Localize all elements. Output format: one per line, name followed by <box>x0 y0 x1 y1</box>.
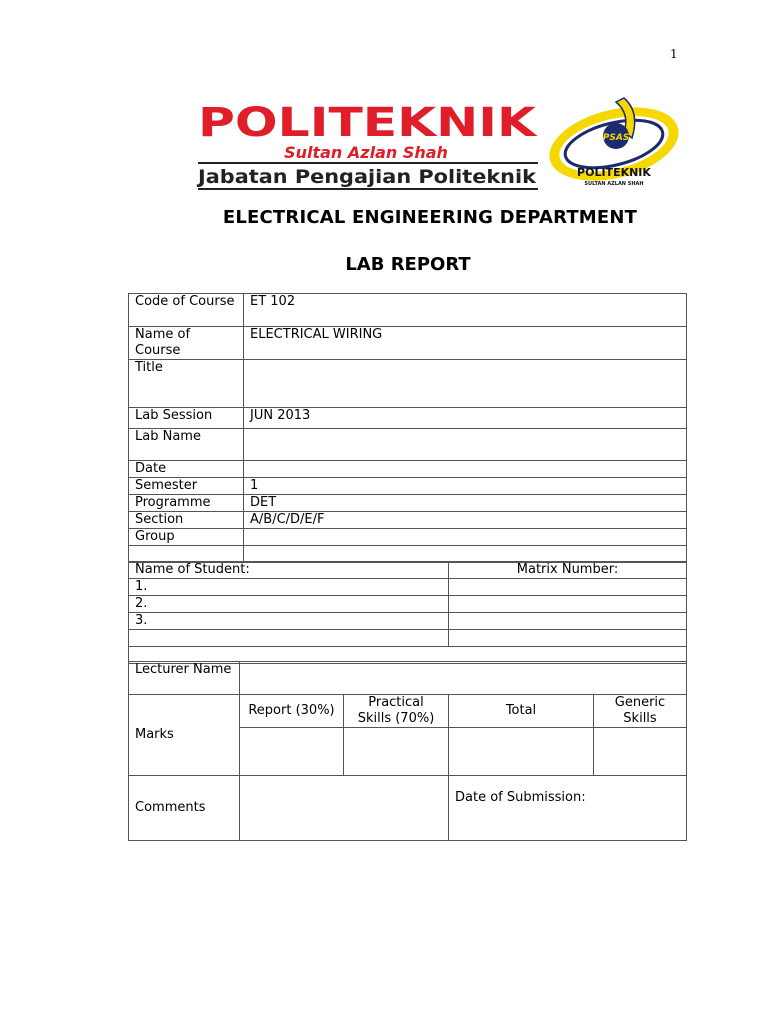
student-name-header: Name of Student: <box>129 562 449 579</box>
department-heading: ELECTRICAL ENGINEERING DEPARTMENT <box>222 207 638 228</box>
svg-text:POLITEKNIK: POLITEKNIK <box>198 100 539 146</box>
info-label: Group <box>129 529 244 546</box>
info-row-name <box>129 327 687 360</box>
info-row-title <box>129 360 687 408</box>
info-label: Section <box>129 512 244 529</box>
matrix-number-header: Matrix Number: <box>449 562 687 579</box>
info-label: Semester <box>129 478 244 495</box>
matrix-number-cell <box>449 596 687 613</box>
lecturer-name-value <box>240 662 687 695</box>
info-row-lab-session <box>129 408 687 429</box>
student-row <box>129 613 687 630</box>
student-row <box>129 596 687 613</box>
report-mark-cell <box>240 728 344 776</box>
student-row <box>129 579 687 596</box>
student-name-cell: 3. <box>129 613 449 630</box>
svg-text:PSAS: PSAS <box>602 133 630 143</box>
marks-label: Marks <box>129 695 240 776</box>
info-label: Programme <box>129 495 244 512</box>
generic-skills-mark-cell <box>594 728 687 776</box>
svg-text:Jabatan Pengajian Politeknik: Jabatan Pengajian Politeknik <box>196 166 537 188</box>
lecturer-row <box>129 662 687 695</box>
student-name-cell: 1. <box>129 579 449 596</box>
info-label: Date <box>129 461 244 478</box>
info-row-blank <box>129 546 687 563</box>
page-number: 1 <box>670 47 678 61</box>
psas-emblem-logo <box>544 92 686 192</box>
info-label: Code of Course <box>129 294 244 327</box>
info-value: A/B/C/D/E/F <box>244 512 687 529</box>
student-name-cell: 2. <box>129 596 449 613</box>
matrix-number-cell <box>449 613 687 630</box>
comments-value <box>240 776 449 841</box>
info-label: Lab Session <box>129 408 244 429</box>
total-mark-cell <box>449 728 594 776</box>
report-column-header: Report (30%) <box>240 695 344 728</box>
info-row-programme <box>129 495 687 512</box>
info-label: Name of Course <box>129 327 244 360</box>
lecturer-name-label: Lecturer Name <box>129 662 240 695</box>
info-row-group <box>129 529 687 546</box>
info-row-code <box>129 294 687 327</box>
matrix-number-cell <box>449 579 687 596</box>
student-name-cell <box>129 630 449 647</box>
info-row-semester <box>129 478 687 495</box>
info-value <box>244 429 687 461</box>
student-header-row <box>129 562 687 579</box>
info-value <box>244 360 687 408</box>
info-row-lab-name <box>129 429 687 461</box>
info-value: ELECTRICAL WIRING <box>244 327 687 360</box>
info-value: ET 102 <box>244 294 687 327</box>
info-label: Lab Name <box>129 429 244 461</box>
info-label <box>129 546 244 563</box>
student-table <box>128 561 687 664</box>
info-value <box>244 546 687 563</box>
assessment-table <box>128 661 687 841</box>
date-of-submission-label: Date of Submission: <box>449 776 687 841</box>
info-label: Title <box>129 360 244 408</box>
svg-text:POLITEKNIK: POLITEKNIK <box>577 166 651 179</box>
info-row-date <box>129 461 687 478</box>
course-info-table <box>128 293 687 563</box>
info-value: JUN 2013 <box>244 408 687 429</box>
student-row-blank <box>129 630 687 647</box>
comments-row <box>129 776 687 841</box>
svg-text:SULTAN AZLAN SHAH: SULTAN AZLAN SHAH <box>584 181 644 187</box>
total-column-header: Total <box>449 695 594 728</box>
svg-text:Sultan Azlan Shah: Sultan Azlan Shah <box>284 143 448 162</box>
header-logo <box>196 92 688 192</box>
info-value: 1 <box>244 478 687 495</box>
practical-column-header: Practical Skills (70%) <box>344 695 449 728</box>
matrix-number-cell <box>449 630 687 647</box>
practical-mark-cell <box>344 728 449 776</box>
report-heading: LAB REPORT <box>345 254 471 275</box>
info-value <box>244 461 687 478</box>
info-value: DET <box>244 495 687 512</box>
comments-label: Comments <box>129 776 240 841</box>
politeknik-wordmark-logo <box>196 92 540 192</box>
marks-header-row <box>129 695 687 728</box>
info-value <box>244 529 687 546</box>
generic-skills-column-header: Generic Skills <box>594 695 687 728</box>
info-row-section <box>129 512 687 529</box>
